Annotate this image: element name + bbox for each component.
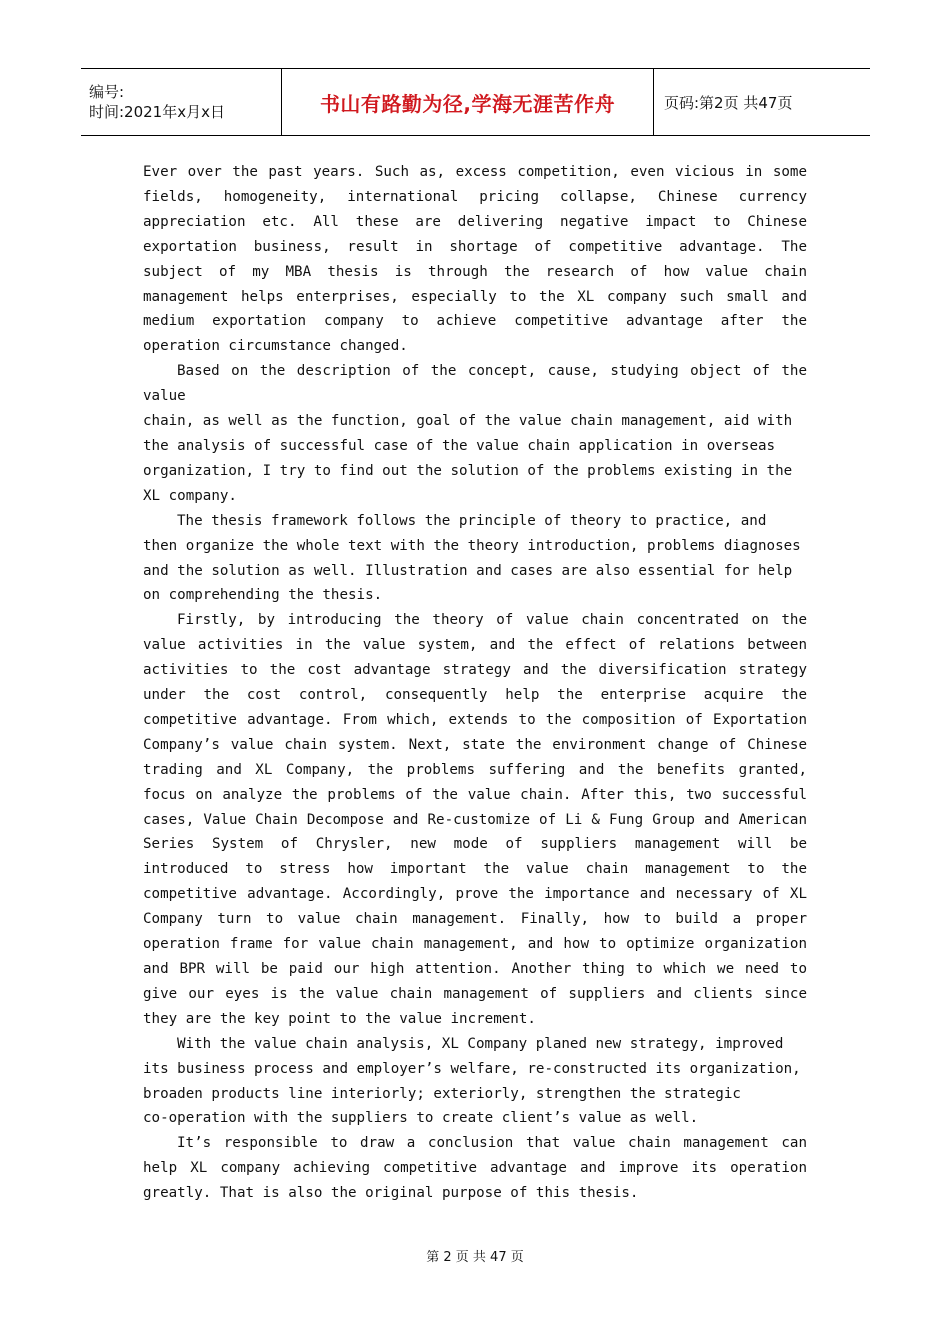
paragraph-6: With the value chain analysis, XL Company planed new strategy, improved its business process and employer’s welfare, re-constructed its organization, broaden products line interiorly; exteriorly, strengthen the strategic bbox=[143, 1035, 801, 1102]
paragraph-8: It’s responsible to draw a conclusion that value chain management can help XL company achieving competitive advantage and improve its operation greatly. That is also the original purpose of this thesis. bbox=[143, 1135, 807, 1202]
header-page-label: 页码:第2页 共47页 bbox=[664, 93, 793, 112]
paragraph-2: Based on the description of the concept, cause, studying object of the value bbox=[143, 363, 807, 405]
page-header bbox=[81, 68, 870, 136]
paragraph-4: The thesis framework follows the principle of theory to practice, and then organize the whole text with the theory introduction, problems diagnoses and the solution as well. Illustration and cases are also essential for help on comprehending the thesis. bbox=[143, 512, 801, 604]
header-number-label: 编号: bbox=[89, 83, 125, 101]
header-page-cell bbox=[654, 69, 870, 135]
header-motto-cell bbox=[281, 69, 654, 135]
document-body bbox=[143, 160, 807, 1206]
footer-page-number: 第 2 页 共 47 页 bbox=[426, 1250, 524, 1265]
header-time-label: 时间:2021年x月x日 bbox=[89, 103, 225, 121]
header-meta bbox=[81, 69, 281, 135]
page-footer bbox=[0, 1246, 950, 1265]
paragraph-7: co-operation with the suppliers to create client’s value as well. bbox=[143, 1110, 699, 1127]
paragraph-1: Ever over the past years. Such as, excess competition, even vicious in some fields, homogeneity, international pricing collapse, Chinese currency appreciation etc. All these are delivering negative impact to Chinese exportation business, result in shortage of competitive advantage. The subject of my MBA thesis is through the research of how value chain management helps enterprises, especially to the XL company such small and medium exportation company to achieve competitive advantage after the operation circumstance changed. bbox=[143, 164, 807, 355]
paragraph-5: Firstly, by introducing the theory of value chain concentrated on the value activities in the value system, and the effect of relations between activities to the cost advantage strategy and the diversification strategy under the cost control, consequently help the enterprise acquire the competitive advantage. From which, extends to the composition of Exportation Company’s value chain system. Next, state the environment change of Chinese trading and XL Company, the problems suffering and the benefits granted, focus on analyze the problems of the value chain. After this, two successful cases, Value Chain Decompose and Re-customize of Li & Fung Group and American Series System of Chrysler, new mode of suppliers management will be introduced to stress how important the value chain management to the competitive advantage. Accordingly, prove the importance and necessary of XL Company turn to value chain management. Finally, how to build a proper operation frame for value chain management, and how to optimize organization and BPR will be paid our high attention. Another thing to which we need to give our eyes is the value chain management of suppliers and clients since they are the key point to the value increment. bbox=[143, 612, 807, 1027]
paragraph-3: chain, as well as the function, goal of the value chain management, aid with the analysis of successful case of the value chain application in overseas organization, I try to find out the solution of the problems existing in the XL company. bbox=[143, 413, 793, 504]
header-motto: 书山有路勤为径,学海无涯苦作舟 bbox=[319, 91, 616, 116]
